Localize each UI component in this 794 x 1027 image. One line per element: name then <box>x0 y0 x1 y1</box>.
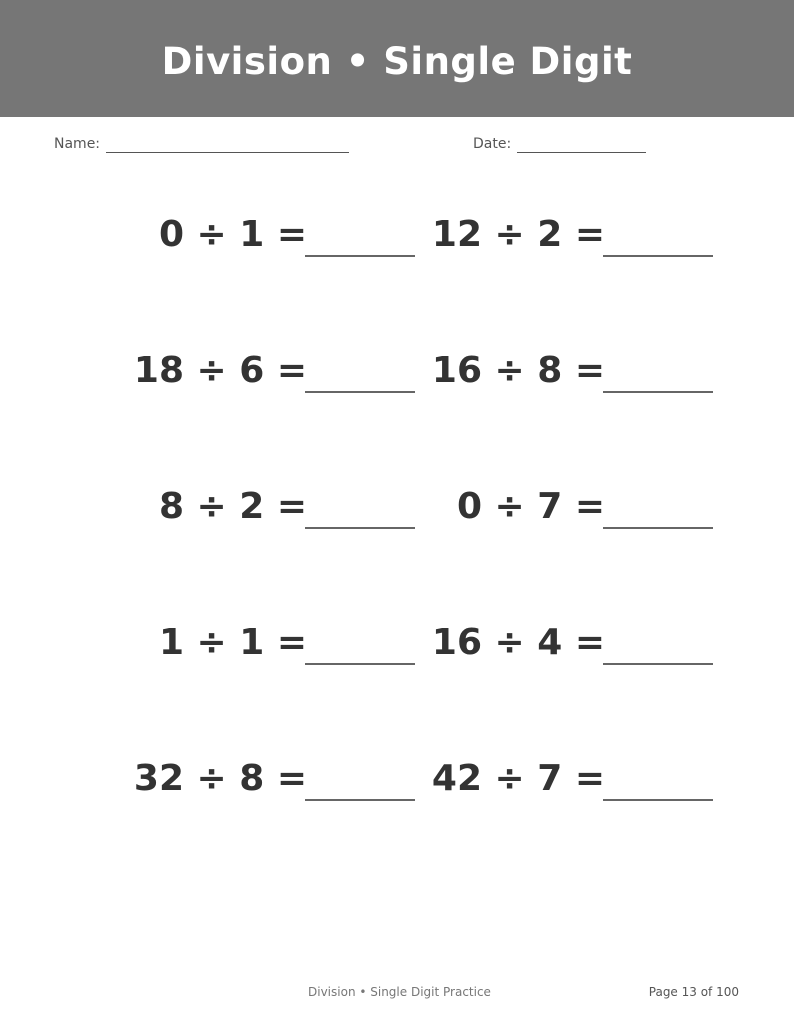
problem-expression: 42 ÷ 7 = <box>431 758 605 799</box>
problem-expression: 16 ÷ 4 = <box>431 622 605 663</box>
problem-expression: 0 ÷ 1 = <box>158 214 307 255</box>
answer-blank[interactable] <box>603 255 713 257</box>
problem-item <box>431 212 713 272</box>
answer-blank[interactable] <box>603 391 713 393</box>
problem-expression: 32 ÷ 8 = <box>133 758 307 799</box>
answer-blank[interactable] <box>305 799 415 801</box>
date-label: Date: <box>473 136 512 152</box>
answer-blank[interactable] <box>305 527 415 529</box>
name-field[interactable] <box>106 152 349 153</box>
name-label: Name: <box>54 136 101 152</box>
problem-item <box>155 484 415 544</box>
answer-blank[interactable] <box>305 663 415 665</box>
page-title: Division • Single Digit <box>161 40 633 83</box>
problem-expression: 0 ÷ 7 = <box>456 486 605 527</box>
problem-expression: 12 ÷ 2 = <box>431 214 605 255</box>
problem-expression: 18 ÷ 6 = <box>133 350 307 391</box>
problem-item <box>453 484 713 544</box>
answer-blank[interactable] <box>305 255 415 257</box>
answer-blank[interactable] <box>305 391 415 393</box>
problem-item <box>133 756 415 816</box>
problem-expression: 8 ÷ 2 = <box>158 486 307 527</box>
problem-item <box>431 348 713 408</box>
problem-item <box>431 756 713 816</box>
date-field[interactable] <box>517 152 646 153</box>
problem-expression: 1 ÷ 1 = <box>158 622 307 663</box>
problem-item <box>431 620 713 680</box>
problem-item <box>155 620 415 680</box>
problem-item <box>133 348 415 408</box>
problem-item <box>155 212 415 272</box>
answer-blank[interactable] <box>603 527 713 529</box>
footer-title: Division • Single Digit Practice <box>308 985 491 999</box>
problem-expression: 16 ÷ 8 = <box>431 350 605 391</box>
page-header <box>0 0 794 117</box>
page-number: Page 13 of 100 <box>648 985 739 999</box>
answer-blank[interactable] <box>603 663 713 665</box>
answer-blank[interactable] <box>603 799 713 801</box>
